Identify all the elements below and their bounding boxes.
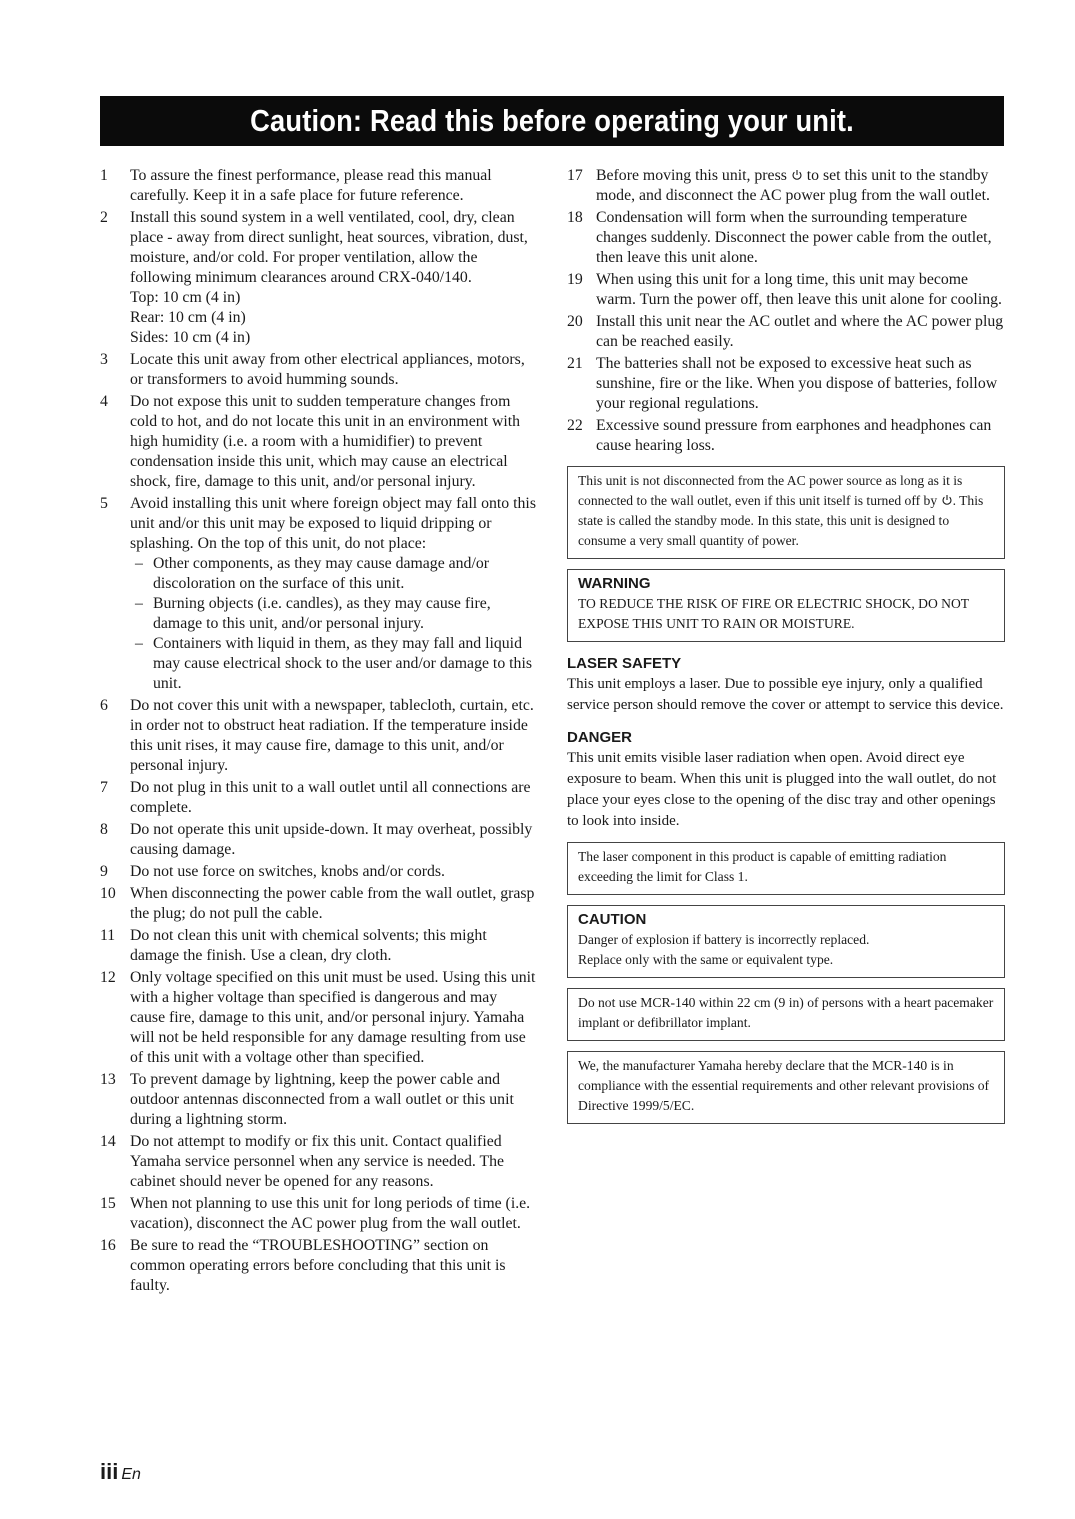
- power-icon: [791, 169, 803, 181]
- list-item: 14 Do not attempt to modify or fix this unit. Contact qualified Yamaha service personnel when any service is needed. The cabinet should never be opened for any reasons.: [100, 1133, 505, 1190]
- language-code: En: [121, 1466, 141, 1483]
- page-number: iii: [100, 1459, 119, 1484]
- clearance-top: Top: 10 cm (4 in): [130, 289, 241, 306]
- list-item: 3 Locate this unit away from other electrical appliances, motors, or transformers to avoid humming sounds.: [100, 351, 525, 388]
- danger-text: This unit emits visible laser radiation when open. Avoid direct eye exposure to beam. When this unit is plugged into the wall outlet, do not place your eyes close to the opening of the disc tray and other openings to look into inside.: [567, 750, 997, 829]
- list-item: 21 The batteries shall not be exposed to excessive heat such as sunshine, fire or the like. When you dispose of batteries, follow your regional regulations.: [567, 355, 998, 412]
- list-item: 20 Install this unit near the AC outlet and where the AC power plug can be reached easily.: [567, 313, 1004, 350]
- list-item: 13 To prevent damage by lightning, keep the power cable and outdoor antennas disconnected from a wall outlet or this unit during a lightning storm.: [100, 1071, 514, 1128]
- declaration-box: [567, 1051, 1005, 1124]
- sub-list: [130, 554, 536, 694]
- laser-class-text: The laser component in this product is capable of emitting radiation exceeding the limit for Class 1.: [578, 849, 947, 884]
- caution-list-left: [100, 166, 536, 1296]
- page-footer: [100, 1459, 141, 1485]
- caution-title: CAUTION: [578, 911, 647, 928]
- warning-text: TO REDUCE THE RISK OF FIRE OR ELECTRIC SHOCK, DO NOT EXPOSE THIS UNIT TO RAIN OR MOISTURE.: [578, 596, 969, 631]
- list-item: 18 Condensation will form when the surrounding temperature changes suddenly. Disconnect the power cable from the outlet, then leave this unit alone.: [567, 209, 992, 266]
- laser-safety-text: This unit employs a laser. Due to possible eye injury, only a qualified service person should remove the cover or attempt to service this device.: [567, 676, 1004, 713]
- list-item: 9 Do not use force on switches, knobs and/or cords.: [100, 863, 445, 880]
- sub-list-item: – Other components, as they may cause damage and/or discoloration on the surface of this unit.: [130, 554, 536, 594]
- list-item: 2 Install this sound system in a well ventilated, cool, dry, clean place - away from direct sunlight, heat sources, vibration, dust, moisture, and/or cold. For proper ventilation, allow the following minimum clearances around CRX-040/140. Top: 10 cm (4 in) Rear: 10 cm (4 in) Sides: 10 cm (4 in): [100, 208, 536, 348]
- pacemaker-box: [567, 988, 1005, 1041]
- list-item: 6 Do not cover this unit with a newspaper, tablecloth, curtain, etc. in order not to obstruct heat radiation. If the temperature inside this unit rises, it may cause fire, damage to this unit, and/or personal injury.: [100, 697, 534, 774]
- pacemaker-text: Do not use MCR-140 within 22 cm (9 in) of persons with a heart pacemaker implant or defibrillator implant.: [578, 995, 994, 1030]
- list-item: 17 Before moving this unit, press to set this unit to the standby mode, and disconnect the AC power plug from the wall outlet.: [567, 167, 990, 204]
- list-item: 12 Only voltage specified on this unit must be used. Using this unit with a higher voltage than specified is dangerous and may cause fire, damage to this unit, and/or personal injury. Yamaha will not be held responsible for any damage resulting from use of this unit with a voltage other than specified.: [100, 969, 536, 1066]
- left-column: [100, 166, 536, 1298]
- page-title: Caution: Read this before operating your unit.: [250, 103, 854, 138]
- list-item: 22 Excessive sound pressure from earphones and headphones can cause hearing loss.: [567, 417, 992, 454]
- danger-section: [567, 728, 1005, 832]
- power-icon: [941, 494, 953, 506]
- caution-line-1: Danger of explosion if battery is incorrectly replaced.: [578, 932, 870, 947]
- list-item: 15 When not planning to use this unit for long periods of time (i.e. vacation), disconnect the AC power plug from the wall outlet.: [100, 1195, 531, 1232]
- clearance-rear: Rear: 10 cm (4 in): [130, 309, 246, 326]
- list-item: 5 Avoid installing this unit where foreign object may fall onto this unit and/or this unit may be exposed to liquid dripping or splashing. On the top of this unit, do not place: – Other components, as they may cause damage and/or discoloration on the surface of this unit. – Burning objects (i.e. candles), as they may cause fire, damage to this unit, and/or personal injury. – Containers with liquid in them, as they may fall and liquid may cause electrical shock to the user and/or damage to this unit.: [100, 494, 536, 694]
- page-title-banner: [100, 96, 1004, 146]
- right-column: [567, 166, 1005, 1124]
- list-item: 16 Be sure to read the “TROUBLESHOOTING” section on common operating errors before concluding that this unit is faulty.: [100, 1237, 506, 1294]
- laser-safety-title: LASER SAFETY: [567, 655, 682, 672]
- standby-notice-box: This unit is not disconnected from the AC power source as long as it is connected to the wall outlet, even if this unit itself is turned off by . This state is called the standby mode. In this state, this unit is designed to consume a very small quantity of power.: [567, 466, 1005, 559]
- declaration-text: We, the manufacturer Yamaha hereby declare that the MCR-140 is in compliance with the essential requirements and other relevant provisions of Directive 1999/5/EC.: [578, 1058, 990, 1113]
- sub-list-item: – Containers with liquid in them, as they may fall and liquid may cause electrical shock to the user and/or damage to this unit.: [130, 634, 536, 694]
- list-item: 10 When disconnecting the power cable from the wall outlet, grasp the plug; do not pull the cable.: [100, 885, 535, 922]
- clearance-sides: Sides: 10 cm (4 in): [130, 329, 251, 346]
- list-item: 11 Do not clean this unit with chemical solvents; this might damage the finish. Use a clean, dry cloth.: [100, 927, 487, 964]
- danger-title: DANGER: [567, 729, 633, 746]
- caution-line-2: Replace only with the same or equivalent type.: [578, 952, 834, 967]
- list-item: 7 Do not plug in this unit to a wall outlet until all connections are complete.: [100, 779, 531, 816]
- list-item: 19 When using this unit for a long time, this unit may become warm. Turn the power off, then leave this unit alone for cooling.: [567, 271, 1002, 308]
- laser-class-box: [567, 842, 1005, 895]
- list-item: 8 Do not operate this unit upside-down. It may overheat, possibly causing damage.: [100, 821, 533, 858]
- caution-box: [567, 905, 1005, 978]
- list-item: 4 Do not expose this unit to sudden temperature changes from cold to hot, and do not locate this unit in an environment with high humidity (i.e. a room with a humidifier) to prevent condensation inside this unit, which may cause an electrical shock, fire, damage to this unit, and/or personal injury.: [100, 393, 521, 490]
- list-item: 1 To assure the finest performance, please read this manual carefully. Keep it in a safe place for future reference.: [100, 167, 492, 204]
- warning-box: [567, 569, 1005, 642]
- sub-list-item: – Burning objects (i.e. candles), as they may cause fire, damage to this unit, and/or personal injury.: [130, 594, 536, 634]
- caution-list-right: [567, 166, 1005, 456]
- laser-safety-section: [567, 654, 1005, 716]
- warning-title: WARNING: [578, 575, 651, 592]
